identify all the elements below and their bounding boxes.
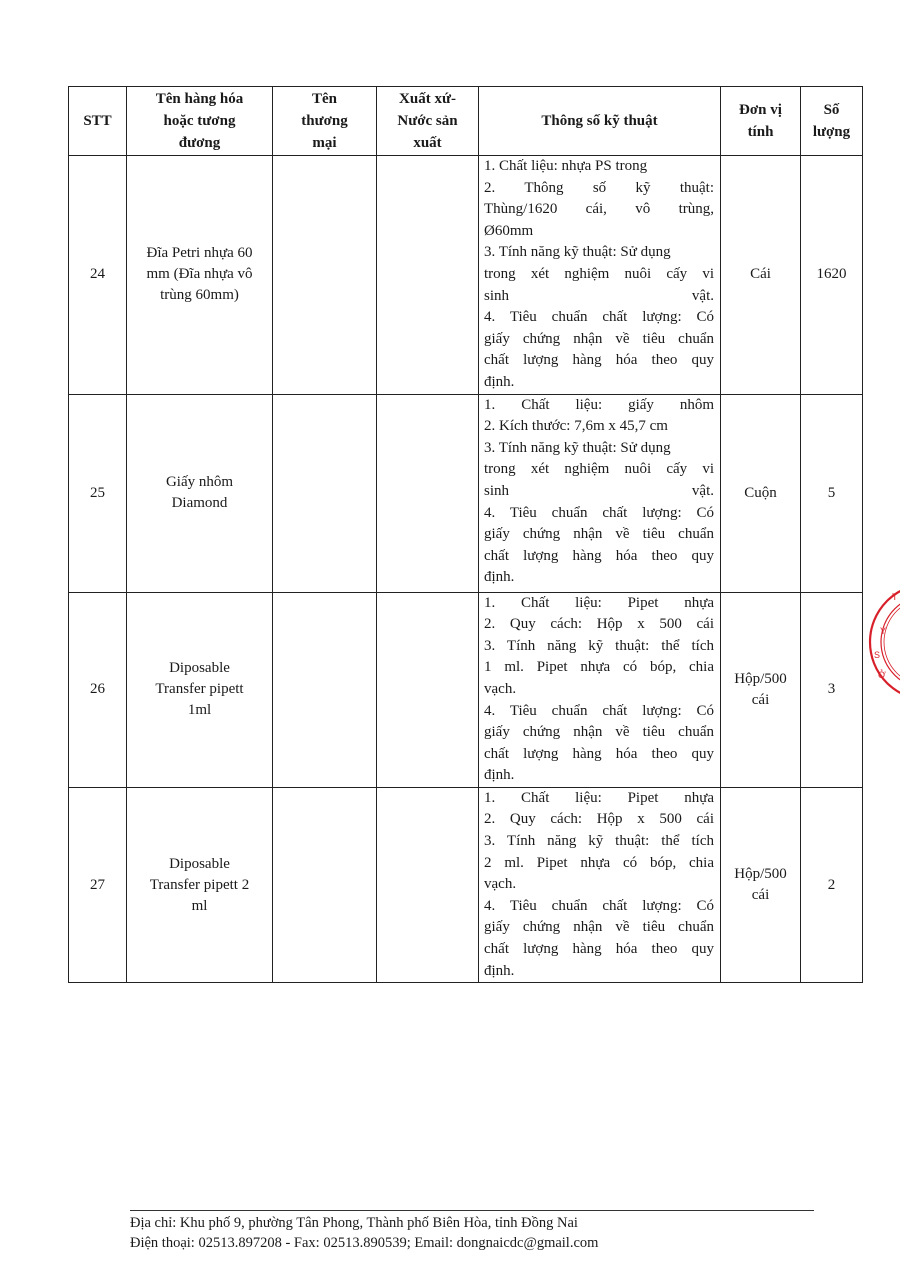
row-stt: 24	[69, 156, 127, 395]
product-name-line: Giấy nhôm	[165, 474, 234, 491]
product-name-line: mm (Đĩa nhựa vô	[146, 266, 253, 283]
spec-line: sinh vật.	[484, 482, 714, 499]
row-trade-name	[273, 156, 377, 395]
spec-line: trong xét nghiệm nuôi cấy vi	[484, 461, 714, 478]
header-specs: Thông số kỹ thuật	[479, 87, 721, 156]
table-row	[69, 394, 863, 592]
row-trade-name	[273, 592, 377, 787]
spec-line: 2. Thông số kỹ thuật:	[484, 179, 714, 196]
unit-line: cái	[751, 691, 770, 708]
spec-line: vạch.	[484, 876, 517, 893]
spec-line: 1 ml. Pipet nhựa có bóp, chia	[484, 659, 714, 676]
row-stt: 26	[69, 592, 127, 787]
header-trade-name: Tên thương mại	[273, 87, 377, 156]
spec-line: sinh vật.	[484, 287, 714, 304]
spec-line: chất lượng hàng hóa theo quy	[484, 547, 714, 564]
table-header-row	[69, 87, 863, 156]
specification-table	[68, 86, 863, 983]
spec-line: định.	[484, 962, 515, 979]
spec-line: 2. Quy cách: Hộp x 500 cái	[484, 616, 714, 633]
spec-line: giấy chứng nhận về tiêu chuẩn	[484, 724, 714, 741]
spec-line: 3. Tính năng kỹ thuật: Sử dụng	[484, 244, 671, 261]
row-origin	[377, 156, 479, 395]
stamp-glyph: S	[874, 650, 881, 660]
row-origin	[377, 592, 479, 787]
spec-line: 1. Chất liệu: nhựa PS trong	[484, 158, 648, 174]
spec-line: 4. Tiêu chuẩn chất lượng: Có	[484, 702, 714, 719]
header-unit: Đơn vị tính	[721, 87, 801, 156]
unit-line: Cuộn	[744, 484, 777, 501]
row-origin	[377, 787, 479, 982]
product-name-line: Diposable	[169, 660, 230, 677]
row-unit	[721, 156, 801, 395]
footer-divider	[130, 1210, 814, 1211]
row-specs	[479, 592, 721, 787]
table-row	[69, 156, 863, 395]
row-product-name	[127, 394, 273, 592]
unit-line: Hộp/500	[734, 670, 787, 687]
spec-line: giấy chứng nhận về tiêu chuẩn	[484, 330, 714, 347]
product-name-line: trùng 60mm)	[160, 287, 239, 304]
product-name-line: Diposable	[169, 855, 230, 872]
footer-address: Địa chỉ: Khu phố 9, phường Tân Phong, Thành phố Biên Hòa, tỉnh Đồng Nai	[130, 1215, 578, 1231]
spec-line: giấy chứng nhận về tiêu chuẩn	[484, 526, 714, 543]
header-product-name: Tên hàng hóa hoặc tương đương	[127, 87, 273, 156]
spec-line: 2 ml. Pipet nhựa có bóp, chia	[484, 854, 714, 871]
row-quantity: 2	[801, 787, 863, 982]
product-name-line: Transfer pipett	[155, 681, 244, 698]
spec-line: định.	[484, 373, 515, 390]
spec-line: Thùng/1620 cái, vô trùng,	[484, 201, 714, 218]
unit-line: cái	[751, 887, 770, 904]
row-product-name	[127, 592, 273, 787]
spec-line: 3. Tính năng kỹ thuật: Sử dụng	[484, 439, 671, 456]
row-quantity: 1620	[801, 156, 863, 395]
table-row	[69, 592, 863, 787]
row-unit	[721, 787, 801, 982]
row-product-name	[127, 156, 273, 395]
table-row	[69, 787, 863, 982]
row-specs	[479, 394, 721, 592]
spec-line: 4. Tiêu chuẩn chất lượng: Có	[484, 897, 714, 914]
row-origin	[377, 394, 479, 592]
spec-line: chất lượng hàng hóa theo quy	[484, 745, 714, 762]
spec-line: định.	[484, 767, 515, 784]
stamp-glyph: Ở	[878, 670, 886, 680]
spec-line: 2. Quy cách: Hộp x 500 cái	[484, 811, 714, 828]
stamp-glyph: T	[892, 592, 898, 602]
row-product-name	[127, 787, 273, 982]
row-unit	[721, 394, 801, 592]
row-quantity: 5	[801, 394, 863, 592]
product-name-line: 1ml	[187, 702, 212, 719]
row-trade-name	[273, 787, 377, 982]
spec-line: Ø60mm	[484, 222, 534, 239]
spec-line: 4. Tiêu chuẩn chất lượng: Có	[484, 504, 714, 521]
spec-line: 3. Tính năng kỹ thuật: thể tích	[484, 833, 714, 850]
spec-line: 1. Chất liệu: giấy nhôm	[484, 396, 714, 413]
header-origin: Xuất xứ- Nước sản xuất	[377, 87, 479, 156]
spec-line: trong xét nghiệm nuôi cấy vi	[484, 265, 714, 282]
row-quantity: 3	[801, 592, 863, 787]
row-stt: 25	[69, 394, 127, 592]
spec-line: giấy chứng nhận về tiêu chuẩn	[484, 919, 714, 936]
spec-line: 3. Tính năng kỹ thuật: thể tích	[484, 637, 714, 654]
product-name-line: Transfer pipett 2	[149, 876, 250, 893]
row-specs	[479, 156, 721, 395]
header-quantity: Số lượng	[801, 87, 863, 156]
unit-line: Hộp/500	[734, 866, 787, 883]
row-specs	[479, 787, 721, 982]
product-name-line: ml	[191, 897, 208, 914]
spec-line: định.	[484, 569, 515, 586]
spec-line: vạch.	[484, 680, 517, 697]
row-unit	[721, 592, 801, 787]
row-stt: 27	[69, 787, 127, 982]
row-trade-name	[273, 394, 377, 592]
spec-line: chất lượng hàng hóa theo quy	[484, 352, 714, 369]
header-stt: STT	[69, 87, 127, 156]
spec-line: 2. Kích thước: 7,6m x 45,7 cm	[484, 418, 668, 435]
footer-contact: Điện thoại: 02513.897208 - Fax: 02513.890539; Email: dongnaicdc@gmail.com	[130, 1235, 599, 1251]
spec-line: 1. Chất liệu: Pipet nhựa	[484, 789, 714, 806]
stamp-glyph: Y	[880, 626, 887, 636]
product-name-line: Diamond	[171, 495, 228, 512]
spec-line: chất lượng hàng hóa theo quy	[484, 941, 714, 958]
red-seal-stamp	[862, 578, 900, 706]
unit-line: Cái	[750, 266, 771, 283]
product-name-line: Đĩa Petri nhựa 60	[146, 245, 253, 262]
footer	[130, 1213, 850, 1253]
spec-line: 1. Chất liệu: Pipet nhựa	[484, 594, 714, 611]
spec-line: 4. Tiêu chuẩn chất lượng: Có	[484, 309, 714, 326]
